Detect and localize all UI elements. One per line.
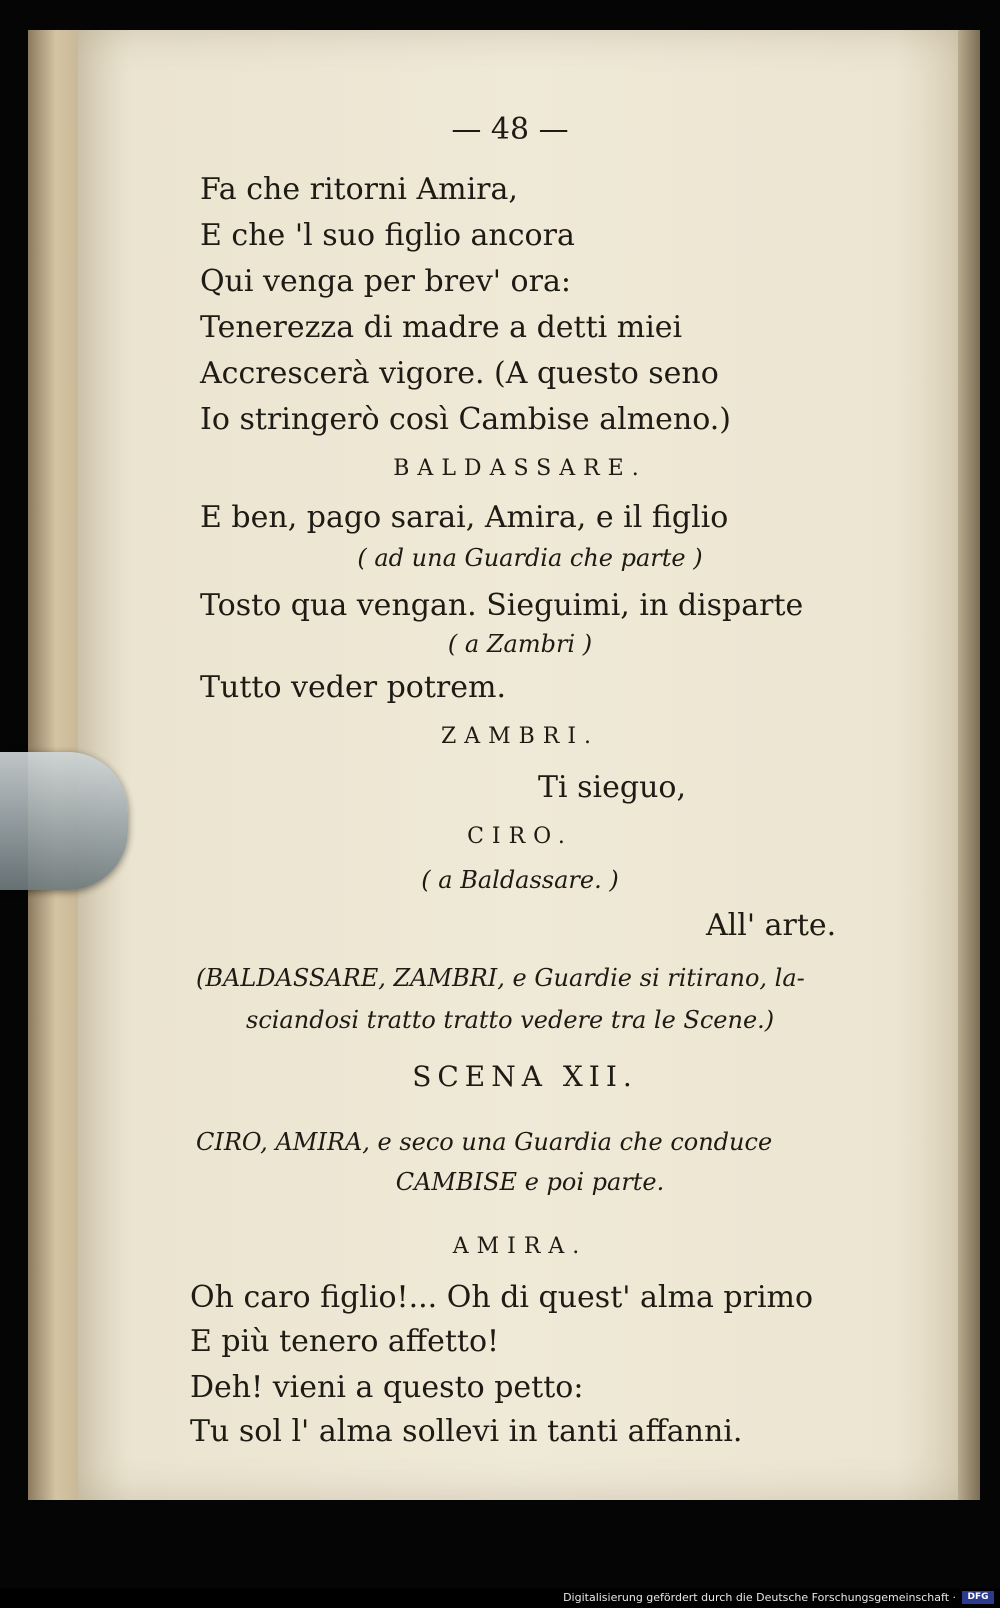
stage-direction-guardia: ( ad una Guardia che parte ) xyxy=(357,544,703,572)
speaker-baldassare: BALDASSARE. xyxy=(393,456,647,481)
stage-direction-exit-1: (BALDASSARE, ZAMBRI, e Guardie si ritirano, la- xyxy=(196,964,805,992)
stage-direction-baldassare: ( a Baldassare. ) xyxy=(421,866,619,894)
speaker-ciro: CIRO. xyxy=(467,824,573,849)
book-clip xyxy=(0,752,128,890)
scene-title: SCENA XII. xyxy=(412,1060,638,1093)
stage-direction-exit-2: sciandosi tratto tratto vedere tra le Scene.) xyxy=(246,1006,775,1034)
verse-line-2: E che 'l suo figlio ancora xyxy=(200,218,575,253)
verse-line-arte: All' arte. xyxy=(706,908,837,943)
verse-line-tosto: Tosto qua vengan. Sieguimi, in disparte xyxy=(200,588,804,623)
verse-line-ben: E ben, pago sarai, Amira, e il figlio xyxy=(200,500,729,535)
digitization-footer xyxy=(0,1588,1000,1608)
verse-line-oh: Oh caro figlio!... Oh di quest' alma primo xyxy=(190,1280,814,1315)
scene-cast-1: CIRO, AMIRA, e seco una Guardia che conduce xyxy=(196,1128,773,1156)
speaker-amira: AMIRA. xyxy=(452,1234,588,1259)
verse-line-4: Tenerezza di madre a detti miei xyxy=(200,310,683,345)
page-number: — 48 — xyxy=(451,112,569,147)
verse-line-tu-sol: Tu sol l' alma sollevi in tanti affanni. xyxy=(190,1414,743,1449)
verse-line-tenero: E più tenero affetto! xyxy=(190,1324,500,1359)
verse-line-6: Io stringerò così Cambise almeno.) xyxy=(200,402,731,437)
verse-line-sieguo: Ti sieguo, xyxy=(538,770,687,805)
page-right-edge xyxy=(958,30,980,1500)
scene-cast-2: CAMBISE e poi parte. xyxy=(395,1168,665,1196)
footer-text: Digitalisierung gefördert durch die Deutsche Forschungsgemeinschaft · xyxy=(563,1591,956,1604)
verse-line-tutto: Tutto veder potrem. xyxy=(200,670,506,705)
verse-line-5: Accrescerà vigore. (A questo seno xyxy=(200,356,719,391)
stage-direction-zambri: ( a Zambri ) xyxy=(447,630,593,658)
verse-line-1: Fa che ritorni Amira, xyxy=(200,172,518,207)
verse-line-3: Qui venga per brev' ora: xyxy=(200,264,571,299)
verse-line-deh: Deh! vieni a questo petto: xyxy=(190,1370,584,1405)
dfg-logo: DFG xyxy=(962,1591,994,1604)
speaker-zambri: ZAMBRI. xyxy=(440,724,600,749)
